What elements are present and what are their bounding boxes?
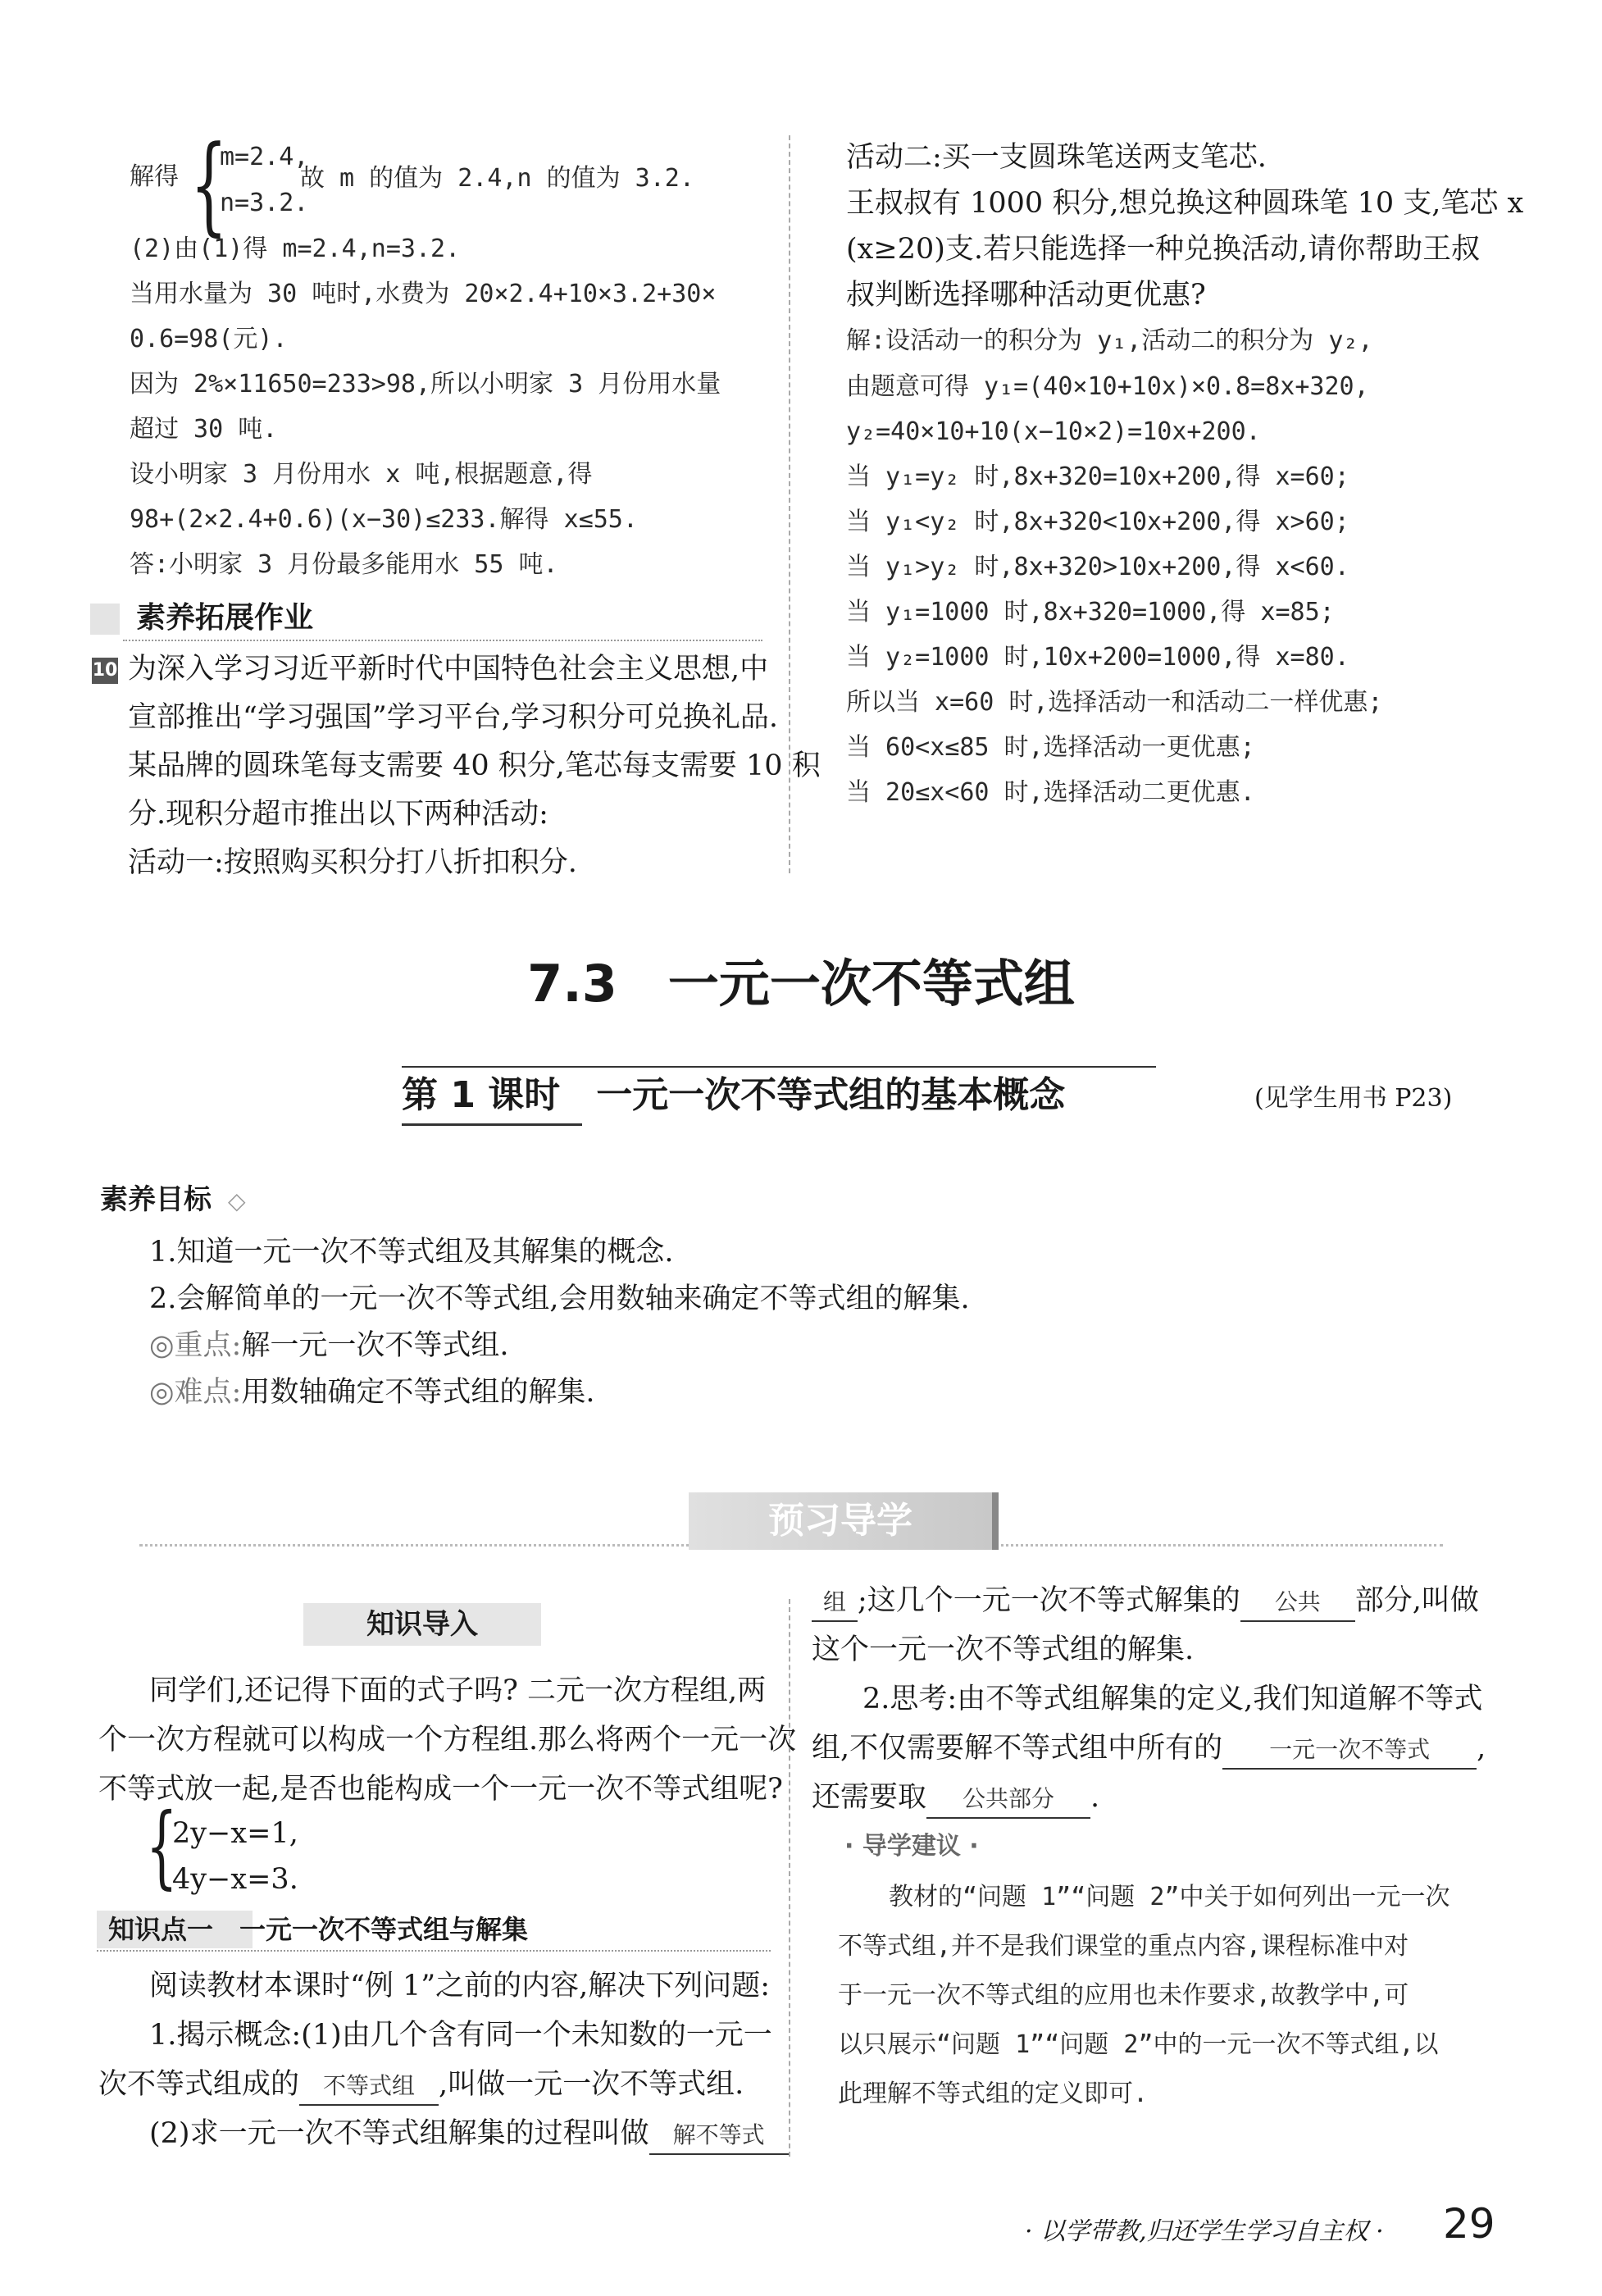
- question-line: 宣部推出“学习强国”学习平台,学习积分可兑换礼品.: [128, 701, 779, 734]
- intro-heading-box: [303, 1603, 541, 1646]
- text-line: 0.6=98(元).: [130, 325, 288, 353]
- solve-prefix: 解得: [130, 162, 179, 191]
- goal-item: 1.知道一元一次不等式组及其解集的概念.: [149, 1236, 674, 1269]
- intro-heading: 知识导入: [366, 1608, 478, 1641]
- text-line: 因为 2%×11650=233>98,所以小明家 3 月份用水量: [130, 370, 721, 399]
- answer-line: 所以当 x=60 时,选择活动一和活动二一样优惠;: [846, 688, 1383, 717]
- section-title: 7.3 一元一次不等式组: [527, 954, 1075, 1014]
- equation-1: 2y−x=1,: [172, 1817, 298, 1850]
- diff-text: 用数轴确定不等式组的解集.: [241, 1376, 595, 1409]
- guide-line: 于一元一次不等式组的应用也未作要求,故教学中,可: [838, 1981, 1409, 2010]
- solve-suffix: 故 m 的值为 2.4,n 的值为 3.2.: [300, 164, 694, 193]
- right-line-4: [812, 1730, 1486, 1770]
- answer-blank: 公共部分: [926, 1781, 1090, 1819]
- intro-line: 不等式放一起,是否也能构成一个一元一次不等式组呢?: [98, 1773, 783, 1806]
- right-line-3: 2.思考:由不等式组解集的定义,我们知道解不等式: [862, 1683, 1483, 1715]
- question-line: 为深入学习习近平新时代中国特色社会主义思想,中: [128, 653, 769, 686]
- answer-line: 当 60<x≤85 时,选择活动一更优惠;: [846, 733, 1255, 762]
- key-label: ◎重点:: [149, 1329, 242, 1362]
- preview-banner: [689, 1492, 999, 1550]
- goals-heading: 素养目标: [100, 1183, 212, 1216]
- answer-line: 当 y₁=y₂ 时,8x+320=10x+200,得 x=60;: [846, 462, 1349, 491]
- concept-text: (2)求一元一次不等式组解集的过程叫做: [149, 2117, 649, 2150]
- equation-brace: {: [146, 1793, 178, 1898]
- text-line: 98+(2×2.4+0.6)(x−30)≤233.解得 x≤55.: [130, 505, 638, 534]
- right-line-1: [812, 1583, 1479, 1622]
- diff-label: ◎难点:: [149, 1376, 242, 1409]
- point1-heading-bar: [97, 1909, 771, 1950]
- answer-line: 当 y₁>y₂ 时,8x+320>10x+200,得 x<60.: [846, 553, 1349, 581]
- right-line-2: 这个一元一次不等式组的解集.: [812, 1633, 1195, 1666]
- lesson-rule-top: [402, 1066, 1156, 1068]
- concept-line-3: [149, 2116, 789, 2155]
- lesson-underline: [402, 1123, 582, 1126]
- text-line: 当用水量为 30 吨时,水费为 20×2.4+10×3.2+30×: [130, 280, 717, 308]
- concept-line-2: [98, 2066, 744, 2106]
- answer-blank: 解不等式: [649, 2117, 789, 2155]
- question-line: 活动二:买一支圆珠笔送两支笔芯.: [846, 141, 1267, 174]
- answer-blank: 公共: [1240, 1584, 1355, 1622]
- right-text: 组,不仅需要解不等式组中所有的: [812, 1732, 1223, 1765]
- answer-line: 当 y₂=1000 时,10x+200=1000,得 x=80.: [846, 643, 1349, 672]
- right-line-5: [812, 1779, 1099, 1819]
- heading-marker: [90, 604, 120, 635]
- concept-text: ,叫做一元一次不等式组.: [439, 2068, 744, 2101]
- right-text: ,: [1477, 1732, 1486, 1765]
- question-line: 分.现积分超市推出以下两种活动:: [128, 798, 548, 831]
- concept-line: 1.揭示概念:(1)由几个含有同一个未知数的一元一: [149, 2019, 772, 2052]
- right-text: 还需要取: [812, 1781, 927, 1814]
- page-number: 29: [1443, 2200, 1495, 2248]
- guide-heading: · 导学建议 ·: [844, 1832, 979, 1861]
- text-line: 超过 30 吨.: [130, 415, 278, 444]
- preview-banner-text: 预习导学: [768, 1500, 913, 1542]
- heading-rule: [123, 640, 762, 641]
- answer-line: 解:设活动一的积分为 y₁,活动二的积分为 y₂,: [846, 326, 1373, 355]
- right-text: .: [1090, 1781, 1100, 1814]
- answer-blank: 不等式组: [299, 2068, 439, 2106]
- answer-line: y₂=40×10+10(x−10×2)=10x+200.: [846, 417, 1261, 446]
- sys-n: n=3.2.: [220, 189, 309, 217]
- goal-item: 2.会解简单的一元一次不等式组,会用数轴来确定不等式组的解集.: [149, 1282, 970, 1315]
- text-line: 设小明家 3 月份用水 x 吨,根据题意,得: [130, 460, 593, 489]
- concept-text: 次不等式组成的: [98, 2068, 300, 2101]
- answer-line: 当 y₁<y₂ 时,8x+320<10x+200,得 x>60;: [846, 508, 1349, 536]
- column-divider: [789, 135, 790, 873]
- question-line: (x≥20)支.若只能选择一种兑换活动,请你帮助王叔: [846, 233, 1481, 266]
- system-brace: {: [190, 122, 228, 247]
- point1-rule: [97, 1950, 771, 1952]
- guide-line: 以只展示“问题 1”“问题 2”中的一元一次不等式组,以: [838, 2030, 1439, 2059]
- answer-blank: 组: [812, 1584, 858, 1622]
- answer-line: 由题意可得 y₁=(40×10+10x)×0.8=8x+320,: [846, 372, 1369, 401]
- question-line: 某品牌的圆珠笔每支需要 40 积分,笔芯每支需要 10 积: [128, 749, 821, 782]
- key-point: [149, 1328, 508, 1364]
- guide-line: 此理解不等式组的定义即可.: [838, 2080, 1149, 2108]
- text-line: 答:小明家 3 月份最多能用水 55 吨.: [130, 550, 558, 579]
- question-line: 王叔叔有 1000 积分,想兑换这种圆珠笔 10 支,笔芯 x: [846, 187, 1524, 220]
- right-text: ;这几个一元一次不等式解集的: [858, 1584, 1240, 1617]
- guide-line: 不等式组,并不是我们课堂的重点内容,课程标准中对: [838, 1932, 1409, 1961]
- answer-line: 当 20≤x<60 时,选择活动二更优惠.: [846, 778, 1255, 807]
- extension-heading: 素养拓展作业: [136, 601, 314, 635]
- intro-line: 个一次方程就可以构成一个方程组.那么将两个一元一次: [98, 1724, 797, 1756]
- text-line: (2)由(1)得 m=2.4,n=3.2.: [130, 235, 461, 263]
- right-text: 部分,叫做: [1354, 1584, 1479, 1617]
- answer-line: 当 y₁=1000 时,8x+320=1000,得 x=85;: [846, 598, 1335, 626]
- guide-line: 教材的“问题 1”“问题 2”中关于如何列出一元一次: [889, 1883, 1450, 1911]
- footer-motto: · 以学带教,归还学生学习自主权 ·: [1025, 2217, 1384, 2246]
- read-instruction: 阅读教材本课时“例 1”之前的内容,解决下列问题:: [149, 1970, 771, 2002]
- question-number-badge: 10: [92, 658, 118, 684]
- student-book-ref: (见学生用书 P23): [1254, 1084, 1453, 1113]
- extension-heading-bar: [90, 599, 762, 641]
- lesson-title: 第 1 课时 一元一次不等式组的基本概念: [402, 1074, 1066, 1116]
- column-divider: [789, 1599, 790, 2157]
- answer-blank: 一元一次不等式: [1222, 1732, 1477, 1770]
- equation-2: 4y−x=3.: [172, 1863, 298, 1896]
- difficult-point: [149, 1374, 594, 1410]
- sys-m: m=2.4,: [220, 143, 309, 171]
- intro-line: 同学们,还记得下面的式子吗? 二元一次方程组,两: [149, 1674, 767, 1707]
- point1-heading: 知识点一 一元一次不等式组与解集: [108, 1914, 529, 1945]
- question-line: 叔判断选择哪种活动更优惠?: [846, 279, 1206, 312]
- key-text: 解一元一次不等式组.: [241, 1329, 509, 1362]
- goals-arrow-icon: ◇: [228, 1187, 246, 1214]
- question-line: 活动一:按照购买积分打八折扣积分.: [128, 846, 577, 879]
